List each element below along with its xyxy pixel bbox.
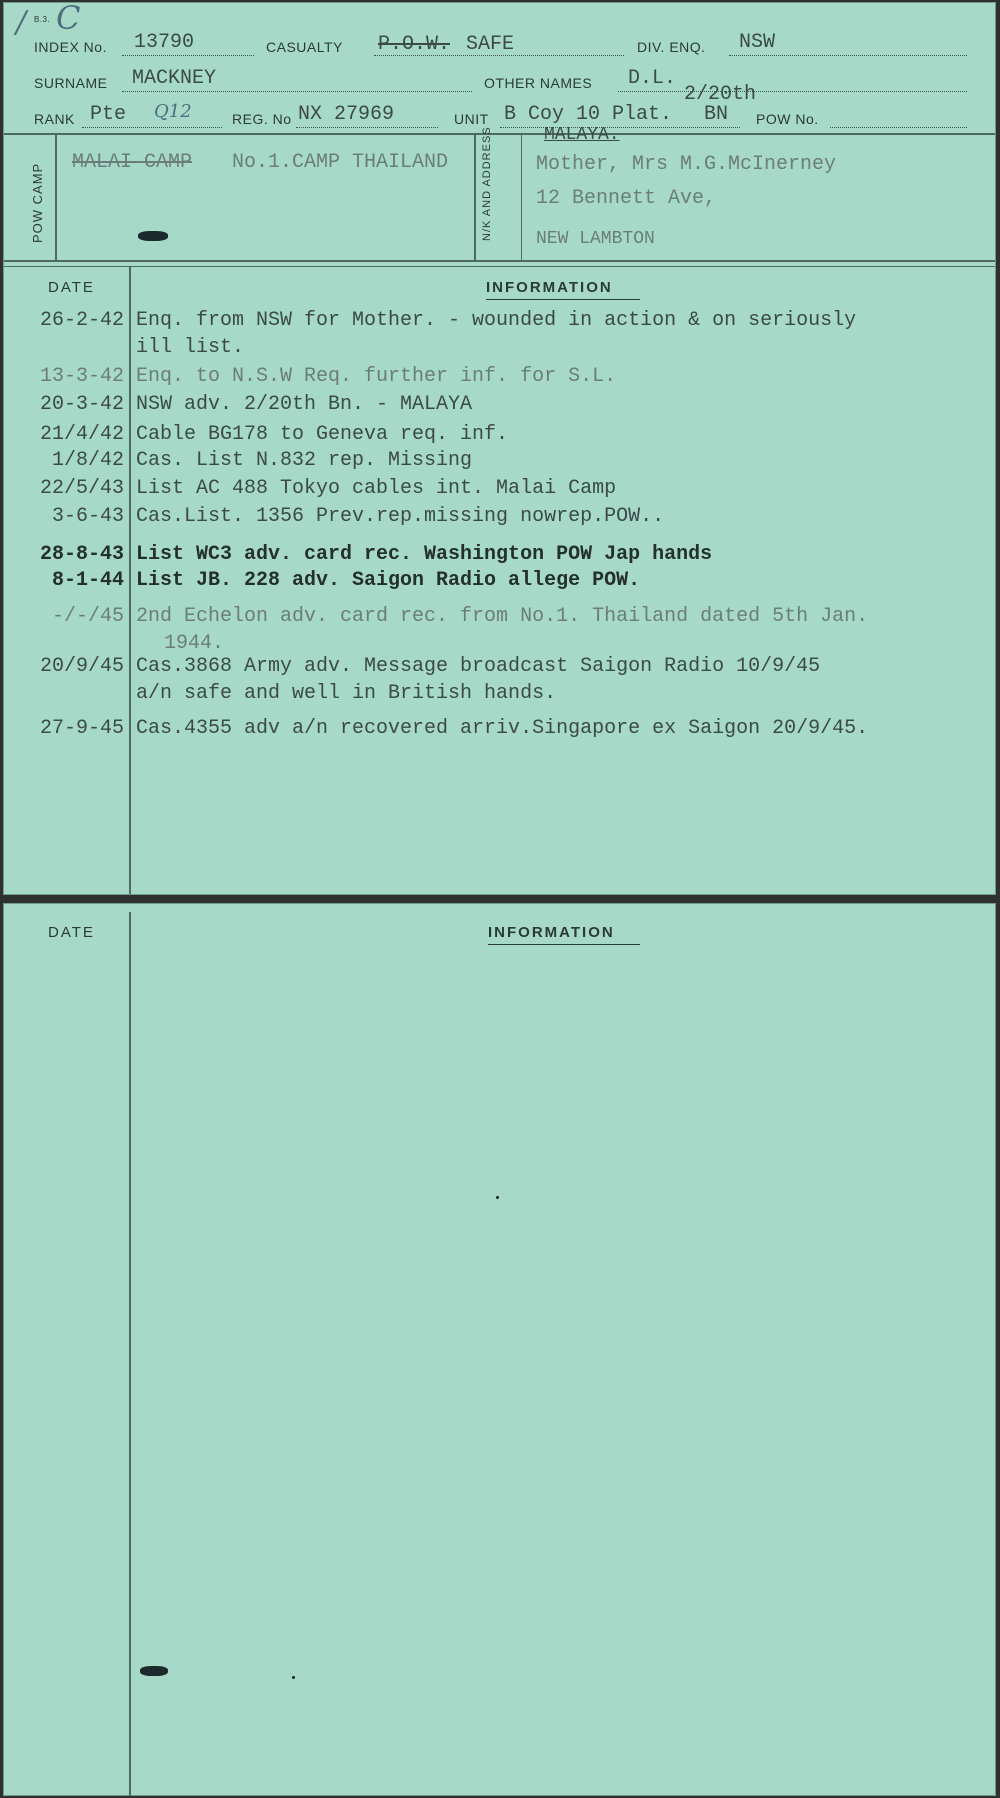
entry-info-line: Enq. to N.S.W Req. further inf. for S.L. (136, 365, 617, 388)
pow-camp-label: POW CAMP (30, 162, 45, 243)
pow-camp-value: No.1.CAMP THAILAND (232, 151, 449, 174)
entry-date: 20/9/45 (39, 655, 124, 678)
entry-date: 1/8/42 (51, 449, 124, 472)
pow-no-label: POW No. (756, 111, 819, 127)
header-rule-bottom (4, 260, 995, 262)
reg-no-label: REG. No (232, 111, 292, 127)
index-no-dots (122, 55, 254, 56)
nok-address-label: N/K AND ADDRESS (481, 126, 493, 241)
entry-date: 21/4/42 (39, 423, 124, 446)
entry-date: 27-9-45 (39, 717, 124, 740)
malaya-value: MALAYA. (544, 125, 620, 145)
hand-slash-mark: / (16, 5, 27, 40)
entry-date: 3-6-43 (51, 505, 124, 528)
information-header: INFORMATION (486, 279, 613, 296)
entry-info-line: NSW adv. 2/20th Bn. - MALAYA (136, 393, 473, 416)
casualty-struck-value: P.O.W. (378, 33, 451, 56)
pow-camp-struck-value: MALAI CAMP (72, 151, 193, 174)
rank-value: Pte (90, 103, 127, 126)
entry-info-line: 1944. (164, 632, 225, 655)
index-no-label: INDEX No. (34, 39, 107, 55)
rank-label: RANK (34, 111, 75, 127)
back-information-header: INFORMATION (488, 924, 615, 941)
entry-info-line: Cable BG178 to Geneva req. inf. (136, 423, 509, 446)
entry-date: 8-1-44 (51, 569, 124, 592)
unit-label: UNIT (454, 111, 489, 127)
unit-bn-top-value: 2/20th (684, 83, 757, 106)
casualty-value: SAFE (466, 33, 515, 56)
back-dot-2 (292, 1676, 295, 1679)
other-names-dots (618, 91, 967, 92)
entry-date: 22/5/43 (39, 477, 124, 500)
camp-address-divider (474, 134, 476, 260)
surname-value: MACKNEY (132, 67, 217, 90)
unit-bn-value: BN (704, 103, 729, 126)
back-dot-1 (496, 1196, 499, 1199)
entry-date: 26-2-42 (39, 309, 124, 332)
back-date-header: DATE (48, 924, 95, 941)
rank-dots (82, 127, 222, 128)
entry-info-line: Enq. from NSW for Mother. - wounded in action & on seriously (136, 309, 857, 332)
entry-info-line: Cas. List N.832 rep. Missing (136, 449, 473, 472)
entry-date: -/-/45 (51, 605, 124, 628)
back-information-header-underline (488, 944, 640, 945)
entry-info-line: List AC 488 Tokyo cables int. Malai Camp (136, 477, 617, 500)
entry-info-line: Cas.3868 Army adv. Message broadcast Saigon Radio 10/9/45 (136, 655, 821, 678)
entry-info-line: Cas.4355 adv a/n recovered arriv.Singapore ex Saigon 20/9/45. (136, 717, 869, 740)
reg-no-dots (296, 127, 438, 128)
entry-info-line: List WC3 adv. card rec. Washington POW Jap hands (136, 543, 713, 566)
index-no-value: 13790 (134, 31, 195, 54)
div-enq-value: NSW (739, 31, 776, 54)
pow-no-dots (830, 127, 967, 128)
nok-label-divider (521, 134, 522, 260)
back-ink-blot (140, 1666, 168, 1676)
nok-line-2: 12 Bennett Ave, (536, 187, 717, 210)
nok-line-1: Mother, Mrs M.G.McInerney (536, 153, 837, 176)
date-header: DATE (48, 279, 95, 296)
unit-dots (500, 127, 740, 128)
pow-camp-divider (55, 134, 57, 260)
hand-letter: C (56, 0, 81, 37)
surname-label: SURNAME (34, 75, 108, 91)
entry-date: 20-3-42 (39, 393, 124, 416)
casualty-label: CASUALTY (266, 39, 343, 55)
entry-date: 13-3-42 (39, 365, 124, 388)
other-names-value: D.L. (628, 67, 677, 90)
entry-info-line: a/n safe and well in British hands. (136, 682, 557, 705)
header-rule-top (4, 133, 995, 135)
record-card-front (3, 2, 996, 895)
information-header-underline (486, 299, 640, 300)
surname-dots (122, 91, 472, 92)
record-card-back (3, 903, 996, 1796)
entry-info-line: ill list. (136, 336, 245, 359)
entry-info-line: 2nd Echelon adv. card rec. from No.1. Thailand dated 5th Jan. (136, 605, 869, 628)
entry-date: 28-8-43 (39, 543, 124, 566)
rank-hand-note: Q12 (154, 101, 192, 122)
div-enq-label: DIV. ENQ. (637, 39, 706, 55)
date-column-divider (129, 267, 131, 894)
back-date-column-divider (129, 912, 131, 1796)
casualty-dots (374, 55, 624, 56)
nok-line-3: NEW LAMBTON (536, 229, 655, 249)
entry-info-line: List JB. 228 adv. Saigon Radio allege POW. (136, 569, 641, 592)
ink-blot (138, 231, 168, 241)
reg-no-value: NX 27969 (298, 103, 395, 126)
entry-info-line: Cas.List. 1356 Prev.rep.missing nowrep.POW.. (136, 505, 665, 528)
div-enq-dots (729, 55, 967, 56)
header-rule-double (4, 266, 995, 267)
other-names-label: OTHER NAMES (484, 75, 593, 91)
unit-value: B Coy 10 Plat. (504, 103, 673, 126)
card-code: B.3. (34, 15, 51, 24)
